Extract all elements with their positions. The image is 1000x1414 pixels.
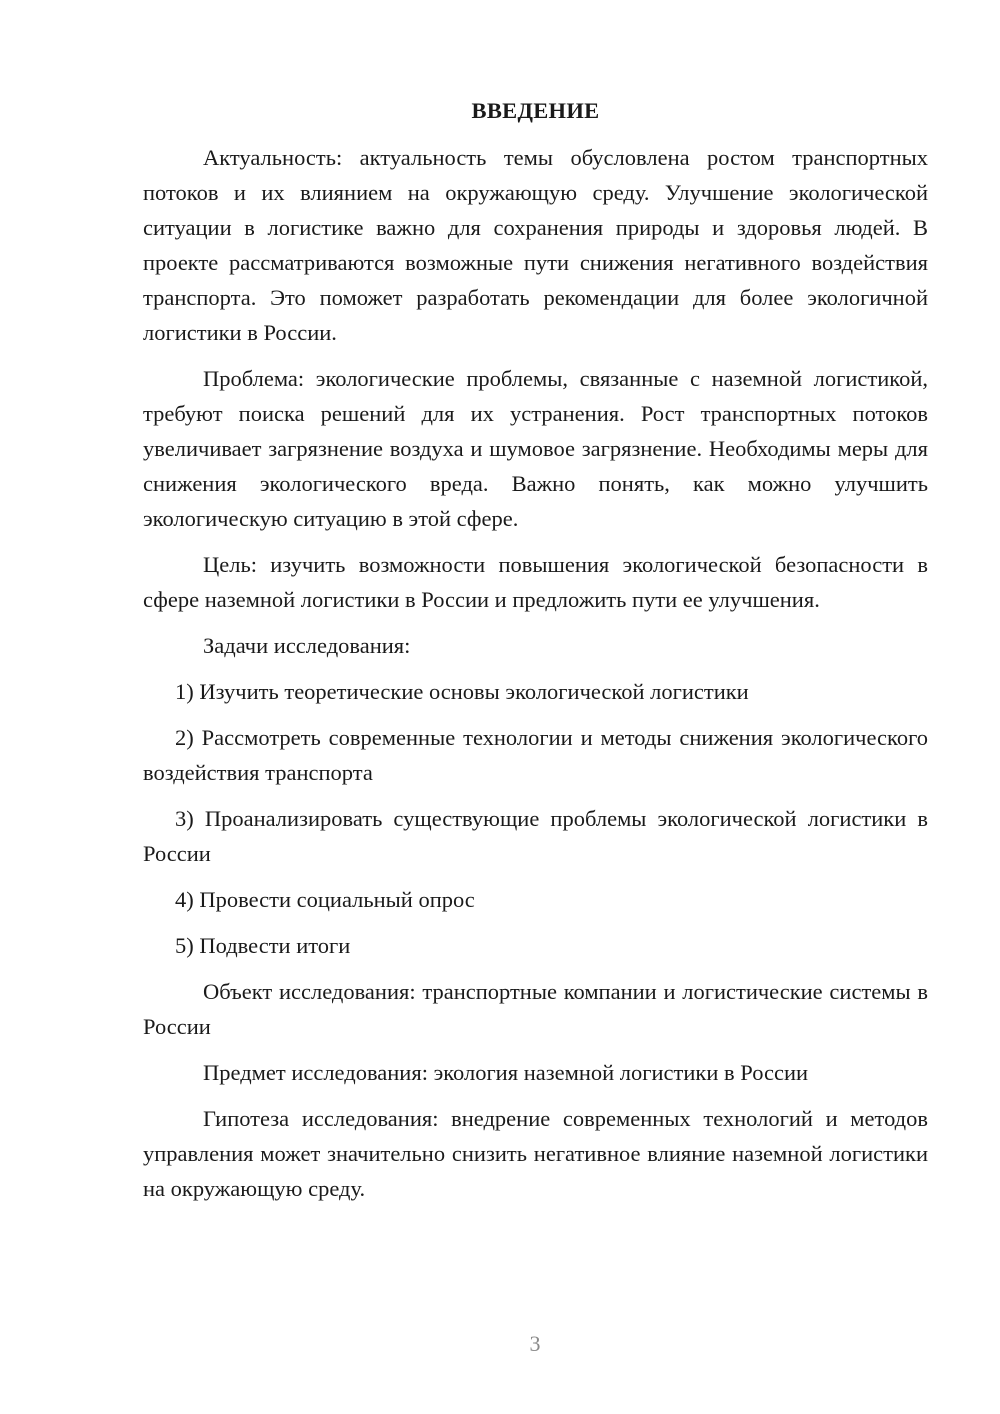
relevance-paragraph: Актуальность: актуальность темы обусловлена ростом транспортных потоков и их влиянием на окружающую среду. Улучшение экологической ситуации в логистике важно для сохранения природы и здоровья людей. В проекте рассматриваются возможные пути снижения негативного воздействия транспорта. Это поможет разработать рекомендации для более экологичной логистики в России. (143, 145, 928, 345)
task-item: 3) Проанализировать существующие проблемы экологической логистики в России (143, 806, 928, 866)
problem-paragraph: Проблема: экологические проблемы, связанные с наземной логистикой, требуют поиска решений для их устранения. Рост транспортных потоков увеличивает загрязнение воздуха и шумовое загрязнение. Необходимы меры для снижения экологического вреда. Важно понять, как можно улучшить экологическую ситуацию в этой сфере. (143, 366, 928, 531)
task-item: 4) Провести социальный опрос (175, 887, 475, 912)
hypothesis-paragraph: Гипотеза исследования: внедрение современных технологий и методов управления может значительно снизить негативное влияние наземной логистики на окружающую среду. (143, 1106, 928, 1201)
tasks-heading: Задачи исследования: (203, 633, 411, 658)
goal-paragraph: Цель: изучить возможности повышения экологической безопасности в сфере наземной логистики в России и предложить пути ее улучшения. (143, 552, 928, 612)
page-content (143, 92, 928, 1217)
object-paragraph: Объект исследования: транспортные компании и логистические системы в России (143, 979, 928, 1039)
task-item: 1) Изучить теоретические основы экологической логистики (175, 679, 749, 704)
task-item: 5) Подвести итоги (175, 933, 351, 958)
task-item: 2) Рассмотреть современные технологии и методы снижения экологического воздействия транспорта (143, 725, 928, 785)
page-title: ВВЕДЕНИЕ (471, 98, 600, 123)
page-number: 3 (529, 1331, 541, 1356)
subject-paragraph: Предмет исследования: экология наземной логистики в России (203, 1060, 809, 1085)
